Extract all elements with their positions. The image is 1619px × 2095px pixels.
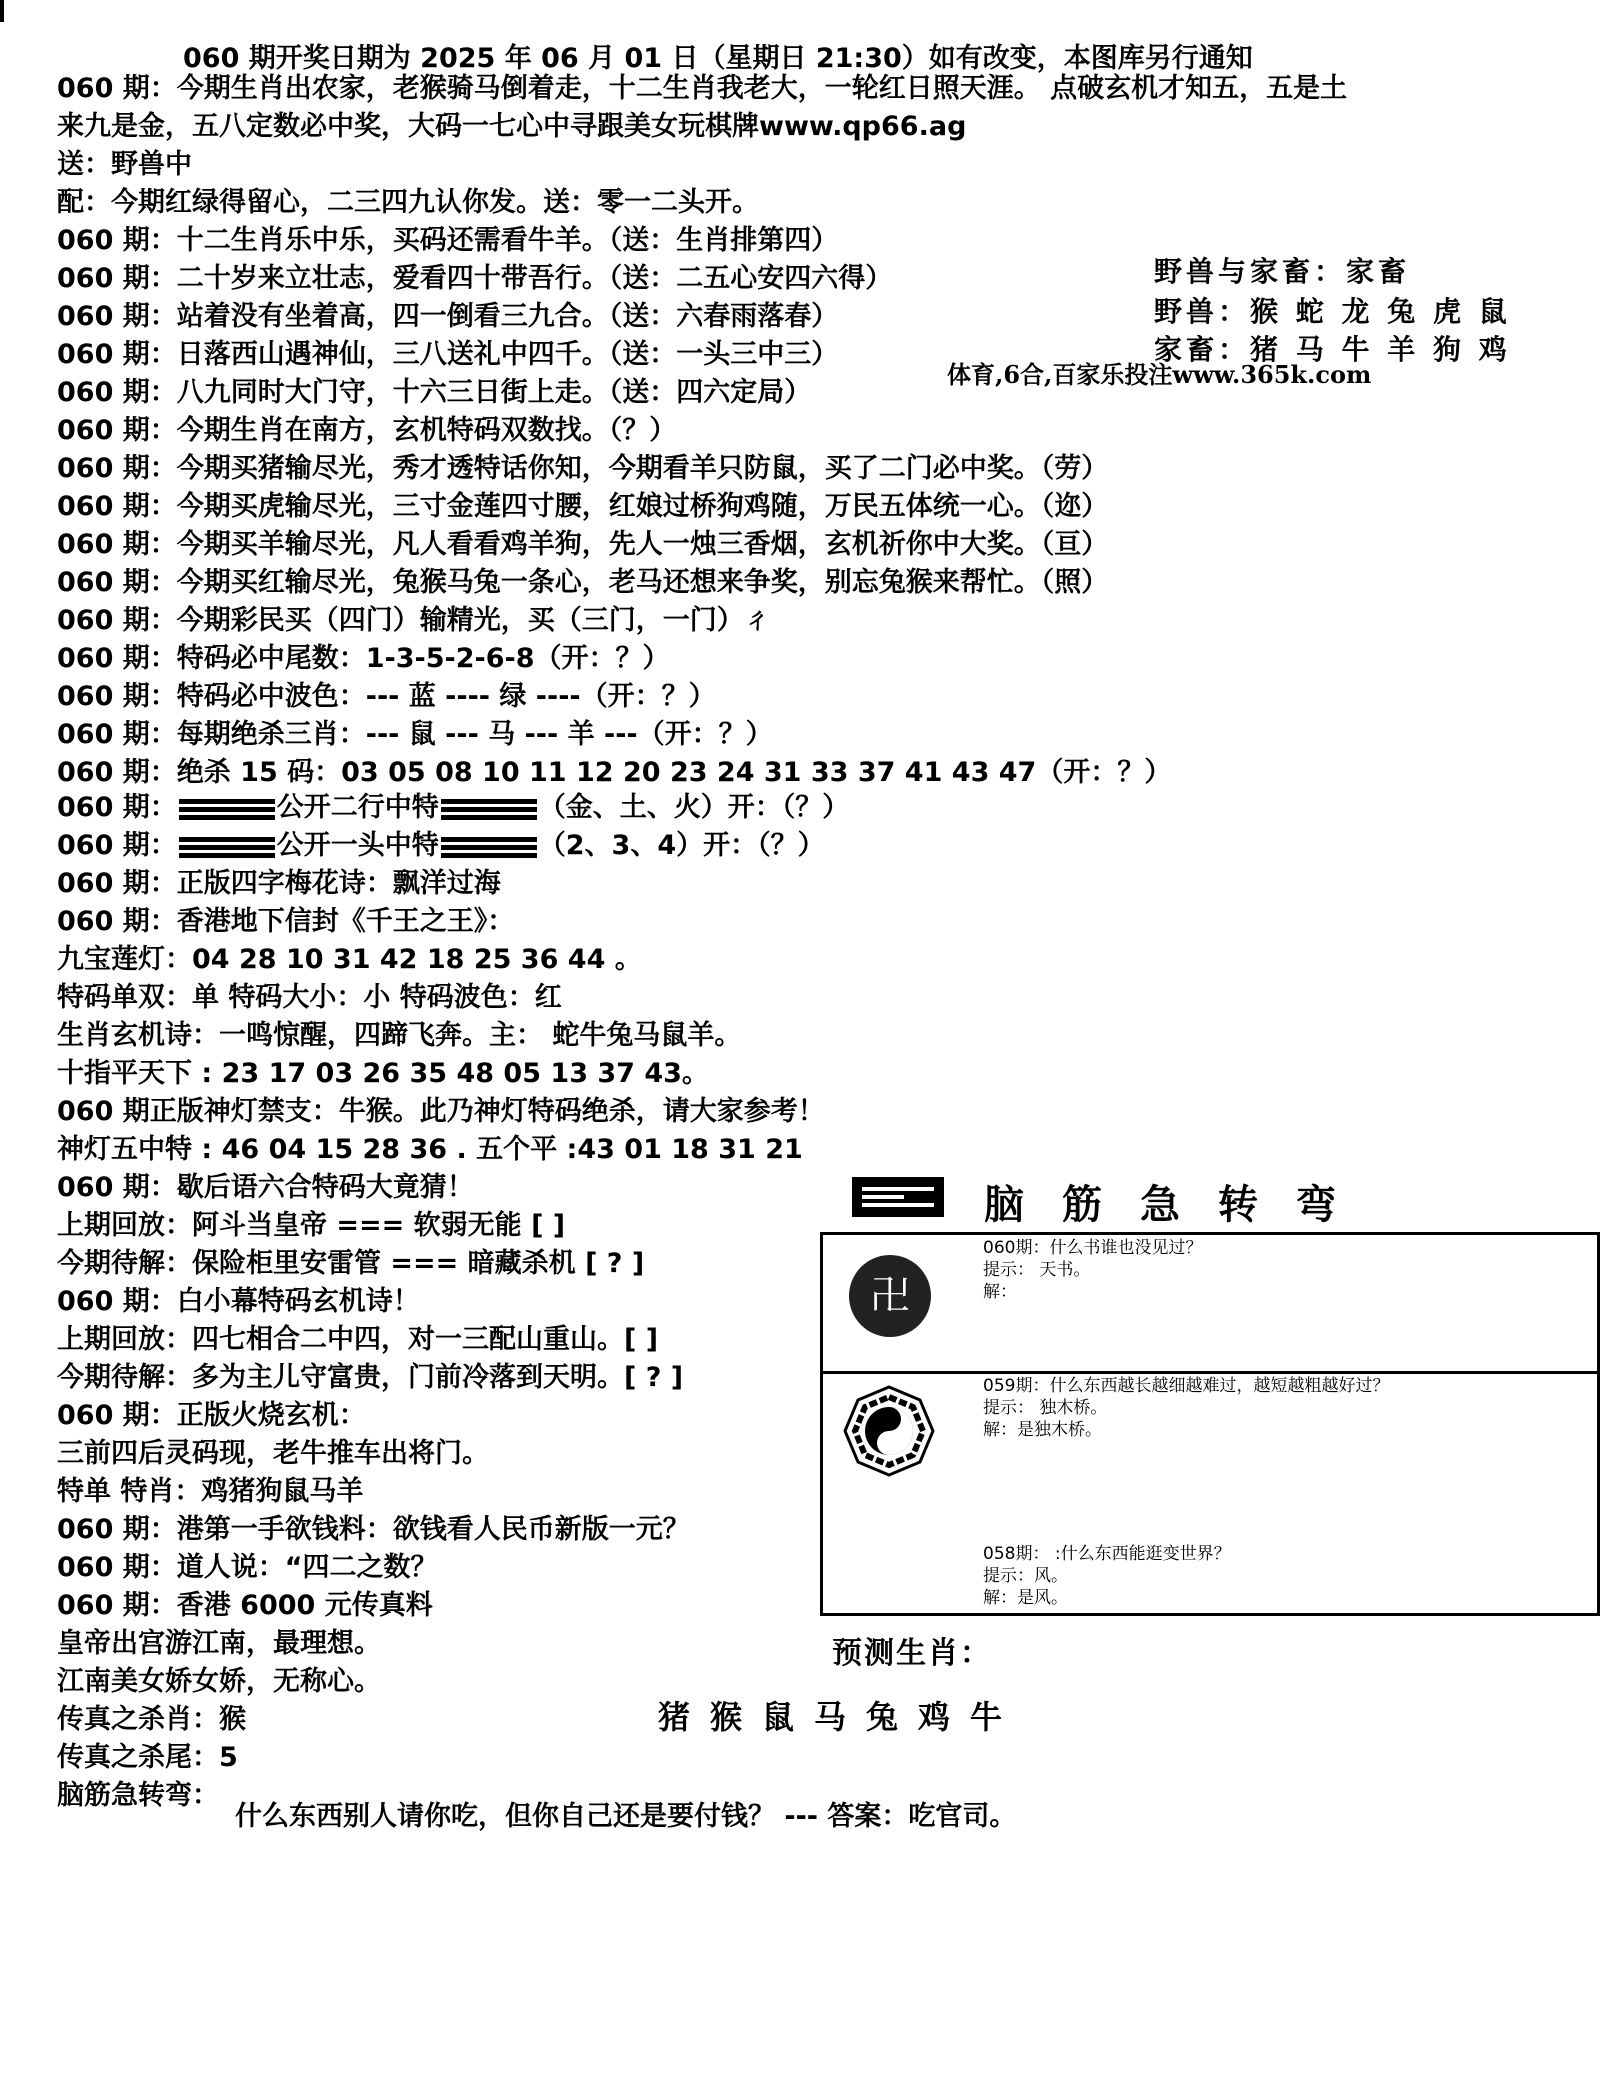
trigram-icon	[179, 835, 275, 859]
bar-line-middle: 公开一头中特	[276, 830, 439, 861]
trigram-icon	[441, 797, 537, 821]
text-line: 060 期：绝杀 15 码：03 05 08 10 11 12 20 23 24 31 33 37 41 43 47（开：？）	[57, 757, 1172, 788]
text-line: 060 期：道人说：“四二之数？	[57, 1552, 438, 1583]
text-line: 上期回放：阿斗当皇帝 === 软弱无能 [ ]	[57, 1210, 566, 1241]
ad-line: 体育,6合,百家乐投注www.365k.com	[947, 360, 1372, 389]
text-line: 060 期：二十岁来立壮志，爱看四十带吾行。（送：二五心安四六得）	[57, 263, 893, 294]
riddle-box	[820, 1232, 1600, 1616]
bar-line-middle: 公开二行中特	[276, 792, 439, 823]
bar-line-1	[57, 791, 849, 825]
text-line: 060 期：十二生肖乐中乐，买码还需看牛羊。（送：生肖排第四）	[57, 225, 839, 256]
text-line: 060 期：特码必中尾数：1-3-5-2-6-8（开：？）	[57, 643, 670, 674]
trigram-icon	[441, 835, 537, 859]
bagua-yinyang-icon	[843, 1385, 935, 1477]
panel-logo-icon	[852, 1177, 944, 1217]
text-line: 今期待解：保险柜里安雷管 === 暗藏杀机 [ ? ]	[57, 1248, 645, 1279]
text-line: 060 期：每期绝杀三肖：--- 鼠 --- 马 --- 羊 ---（开：？）	[57, 719, 773, 750]
text-line: 生肖玄机诗：一鸣惊醒，四蹄飞奔。主： 蛇牛兔马鼠羊。	[57, 1020, 742, 1051]
text-line: 060 期：今期生肖在南方，玄机特码双数找。（？）	[57, 415, 677, 446]
text-line: 060 期：日落西山遇神仙，三八送礼中四千。（送：一头三中三）	[57, 339, 839, 370]
text-line: 060 期：港第一手欲钱料：欲钱看人民币新版一元？	[57, 1514, 690, 1545]
text-line: 060 期：正版四字梅花诗：飘洋过海	[57, 868, 501, 899]
text-line: 060 期：正版火烧玄机：	[57, 1400, 366, 1431]
bar-line-suffix: （2、3、4）开：（？）	[538, 830, 825, 861]
predict-label: 预测生肖：	[832, 1636, 992, 1671]
riddle-058-hint: 提示：风。	[983, 1566, 1068, 1586]
riddle-060-hint: 提示： 天书。	[983, 1260, 1091, 1280]
text-line: 九宝莲灯：04 28 10 31 42 18 25 36 44 。	[57, 944, 642, 975]
side-line-1: 野兽与家畜：家畜	[1154, 255, 1411, 288]
text-line: 特码单双：单 特码大小：小 特码波色：红	[57, 982, 562, 1013]
trigram-icon	[179, 797, 275, 821]
riddle-divider	[823, 1371, 1597, 1374]
text-line: 江南美女娇女娇，无称心。	[57, 1666, 381, 1697]
text-line: 神灯五中特 : 46 04 15 28 36 . 五个平 :43 01 18 31 21	[57, 1134, 803, 1165]
side-line-3: 家畜：猪 马 牛 羊 狗 鸡	[1154, 333, 1511, 366]
text-line: 060 期：八九同时大门守，十六三日街上走。（送：四六定局）	[57, 377, 812, 408]
text-line: 十指平天下 : 23 17 03 26 35 48 05 13 37 43。	[57, 1058, 709, 1089]
bar-line-prefix: 060 期：	[57, 830, 177, 861]
riddle-058-question: 058期： :什么东西能逛变世界？	[983, 1544, 1231, 1564]
riddle-059-question: 059期：什么东西越长越细越难过，越短越粗越好过？	[983, 1376, 1390, 1396]
text-line: 060 期：特码必中波色：--- 蓝 ---- 绿 ----（开：？）	[57, 681, 716, 712]
predict-value: 猪猴鼠马兔鸡牛	[658, 1698, 1023, 1736]
text-line: 上期回放：四七相合二中四，对一三配山重山。[ ]	[57, 1324, 659, 1355]
text-line: 传真之杀尾：5	[57, 1742, 238, 1773]
riddle-060-answer: 解：	[983, 1282, 1017, 1302]
text-line: 060 期：今期买羊输尽光，凡人看看鸡羊狗，先人一烛三香烟，玄机祈你中大奖。（亘）	[57, 529, 1109, 560]
swastika-emblem-icon: 卍	[849, 1255, 931, 1337]
riddle-060-question: 060期：什么书谁也没见过？	[983, 1238, 1203, 1258]
bar-line-suffix: （金、土、火）开：（？）	[538, 792, 850, 823]
riddle-panel-title: 脑筋急转弯	[984, 1181, 1374, 1228]
riddle-058-answer: 解：是风。	[983, 1588, 1068, 1608]
text-line: 传真之杀肖：猴	[57, 1704, 246, 1735]
bar-line-prefix: 060 期：	[57, 792, 177, 823]
text-line: 来九是金，五八定数必中奖，大码一七心中寻跟美女玩棋牌www.qp66.ag	[57, 111, 967, 142]
text-line: 060 期：今期生肖出农家，老猴骑马倒着走，十二生肖我老大，一轮红日照天涯。 点破玄机才知五，五是土	[57, 73, 1348, 104]
footer-riddle: 什么东西别人请你吃，但你自己还是要付钱？ --- 答案：吃官司。	[235, 1801, 1017, 1832]
text-line: 060 期：今期彩民买（四门）输精光，买（三门，一门）ㄔ	[57, 605, 771, 636]
text-line: 060 期：今期买红输尽光，兔猴马兔一条心，老马还想来争奖，别忘兔猴来帮忙。（照）	[57, 567, 1109, 598]
text-line: 060 期：今期买虎输尽光，三寸金莲四寸腰，红娘过桥狗鸡随，万民五体统一心。（迩）	[57, 491, 1109, 522]
text-line: 060 期：香港地下信封《千王之王》：	[57, 906, 515, 937]
text-line: 送：野兽中	[57, 149, 192, 180]
bar-line-2	[57, 829, 825, 863]
text-line: 今期待解：多为主儿守富贵，门前冷落到天明。[ ? ]	[57, 1362, 684, 1393]
riddle-059-hint: 提示： 独木桥。	[983, 1398, 1108, 1418]
side-line-2: 野兽：猴 蛇 龙 兔 虎 鼠	[1154, 295, 1511, 328]
riddle-059-answer: 解：是独木桥。	[983, 1420, 1102, 1440]
text-line: 三前四后灵码现，老牛推车出将门。	[57, 1438, 489, 1469]
text-line: 060 期：站着没有坐着高，四一倒看三九合。（送：六春雨落春）	[57, 301, 839, 332]
text-line: 配：今期红绿得留心，二三四九认你发。送：零一二头开。	[57, 187, 759, 218]
text-line: 脑筋急转弯：	[57, 1780, 219, 1811]
corner-mark	[0, 0, 4, 22]
text-line: 060 期：香港 6000 元传真料	[57, 1590, 433, 1621]
text-line: 060 期正版神灯禁支：牛猴。此乃神灯特码绝杀，请大家参考！	[57, 1096, 825, 1127]
riddle-panel-header	[852, 1173, 1512, 1228]
text-line: 特单 特肖：鸡猪狗鼠马羊	[57, 1476, 364, 1507]
text-line: 皇帝出宫游江南，最理想。	[57, 1628, 381, 1659]
text-line: 060 期：白小幕特码玄机诗！	[57, 1286, 420, 1317]
page-title: 060 期开奖日期为 2025 年 06 月 01 日（星期日 21:30）如有改变，本图库另行通知	[183, 43, 1253, 74]
text-line: 060 期：歇后语六合特码大竟猜！	[57, 1172, 474, 1203]
text-line: 060 期：今期买猪输尽光，秀才透特话你知，今期看羊只防鼠，买了二门必中奖。（劳）	[57, 453, 1109, 484]
